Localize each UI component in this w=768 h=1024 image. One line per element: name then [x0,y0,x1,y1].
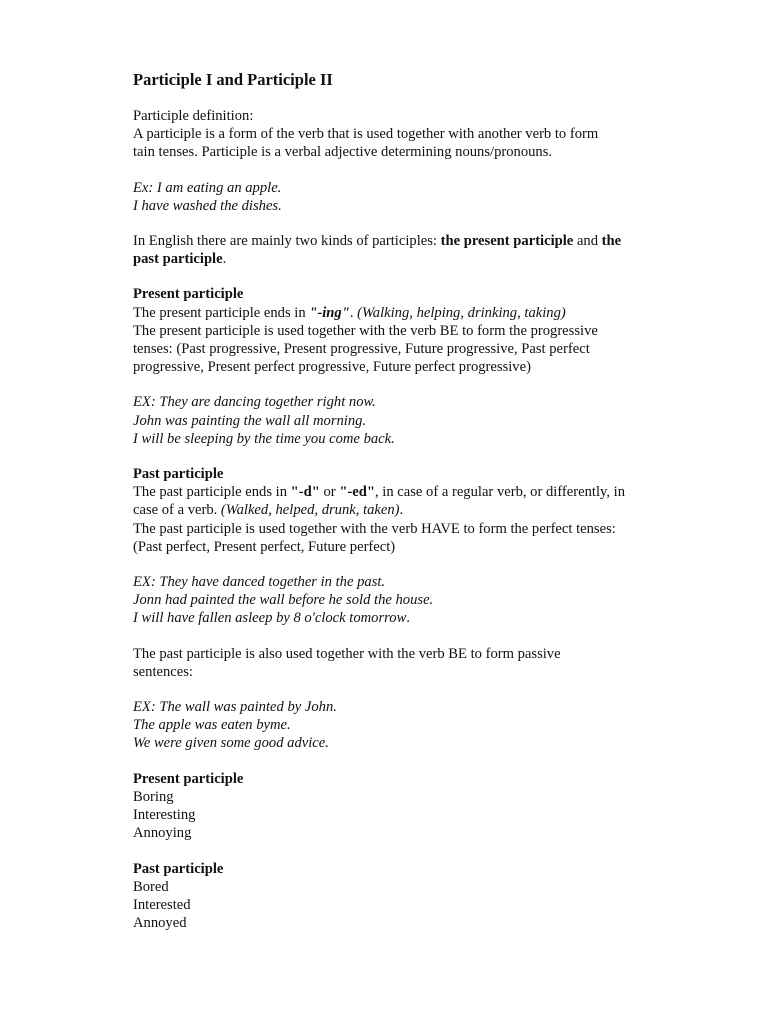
examples-perfect [133,573,718,628]
list-item: Interesting [133,807,196,824]
example-line-last [133,609,718,627]
example-text: I will have fallen asleep by 8 o'clock tomorrow [133,610,407,627]
passive-line-2: sentences: [133,663,193,680]
list-item: Bored [133,878,169,895]
kinds-paragraph [133,232,718,268]
present-participle-section [133,285,718,376]
page-title: Participle I and Participle II [133,70,333,89]
example-line: The apple was eaten byme. [133,717,291,734]
ending-or: or [319,484,340,501]
example-line: I have washed the dishes. [133,197,282,214]
past-participle-section [133,465,718,556]
example-line: Jonn had painted the wall before he sold the house. [133,592,434,609]
present-participle-ending [133,304,718,322]
list-item: Annoyed [133,915,187,932]
past-participle-ending [133,483,718,501]
example-line: EX: They are dancing together right now. [133,394,376,411]
examples-passive [133,698,718,753]
example-end: . [406,610,410,627]
ending-suffix-ed: "-ed" [339,484,375,501]
example-line: EX: They have danced together in the past. [133,574,386,591]
kinds-present: the present participle [440,233,574,250]
present-participle-list [133,770,718,843]
past-participle-ending-2 [133,501,718,519]
kinds-and: and [573,233,602,250]
example-line: EX: The wall was painted by John. [133,699,337,716]
example-line: John was painting the wall all morning. [133,412,367,429]
passive-paragraph [133,645,718,681]
kinds-line-1 [133,232,718,250]
ending-suffix: "-ing" [309,304,350,321]
list-heading: Past participle [133,860,224,877]
list-item: Annoying [133,825,192,842]
ending-sep: . [349,304,358,321]
present-participle-heading: Present participle [133,286,244,303]
ending-text: The present participle ends in [133,304,310,321]
past-participle-use-1: The past participle is used together with the verb HAVE to form the perfect tenses: [133,520,616,537]
examples-progressive [133,393,718,448]
kinds-end: . [222,251,227,268]
past-participle-heading: Past participle [133,466,224,483]
example-line: I will be sleeping by the time you come back. [133,430,395,447]
past-participle-use-2: (Past perfect, Present perfect, Future perfect) [133,538,396,555]
ending-text-2: case of a verb. [133,502,221,519]
examples-basic [133,179,718,215]
example-line: Ex: I am eating an apple. [133,179,282,196]
present-participle-use-1: The present participle is used together with the verb BE to form the progressive [133,322,598,339]
passive-line-1: The past participle is also used together with the verb BE to form passive [133,645,561,662]
ending-examples: (Walking, helping, drinking, taking) [357,304,566,321]
list-item: Boring [133,788,174,805]
ending-post: , in case of a regular verb, or differently, in [374,484,626,501]
document-body [133,70,718,932]
example-line: We were given some good advice. [133,735,329,752]
ending-end: . [399,502,404,519]
ending-examples: (Walked, helped, drunk, taken) [220,502,400,519]
ending-suffix-d: "-d" [290,484,320,501]
list-heading: Present participle [133,770,244,787]
definition-line-2: tain tenses. Participle is a verbal adjective determining nouns/pronouns. [133,144,553,161]
definition-paragraph [133,107,718,162]
definition-heading: Participle definition: [133,108,254,124]
present-participle-use-3: progressive, Present perfect progressive, Future perfect progressive) [133,359,531,376]
kinds-text: In English there are mainly two kinds of participles: [133,233,441,250]
past-participle-list [133,860,718,933]
kinds-past-part-1: the [601,233,622,250]
present-participle-use-2: tenses: (Past progressive, Present progressive, Future progressive, Past perfect [133,341,590,358]
kinds-line-2 [133,250,718,268]
kinds-past-part-2: past participle [133,251,223,268]
ending-text: The past participle ends in [133,484,291,501]
list-item: Interested [133,896,191,913]
definition-line-1: A participle is a form of the verb that is used together with another verb to form [133,126,599,143]
